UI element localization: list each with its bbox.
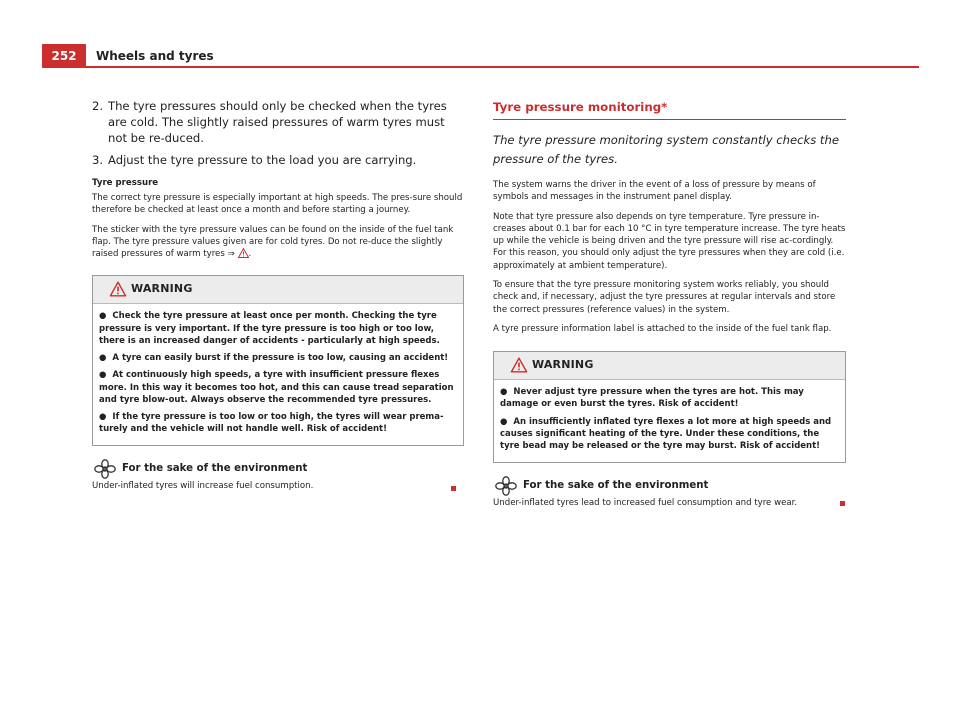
paragraph: The system warns the driver in the event of a loss of pressure by means of symbols and messages in the instrument panel display. bbox=[493, 180, 816, 203]
environment-title: For the sake of the environment bbox=[122, 463, 308, 475]
bullet: ● bbox=[99, 353, 107, 364]
page-number: 252 bbox=[42, 44, 86, 68]
environment-text: Under-inflated tyres will increase fuel consumption. bbox=[92, 481, 314, 492]
warning-triangle-icon bbox=[510, 357, 528, 373]
environment-text: Under-inflated tyres lead to increased fuel consumption and tyre wear. bbox=[493, 498, 798, 509]
step-item bbox=[92, 98, 464, 146]
section-lead: The tyre pressure monitoring system constantly checks the pressure of the tyres. bbox=[493, 133, 839, 166]
warning-item: ● An insufficiently inflated tyre flexes a lot more at high speeds and causes significant heating of the tyre. Under these conditions, the tyre bead may be released or the tyre may burst. Risk of accident! bbox=[500, 416, 832, 452]
warning-item: ● Check the tyre pressure at least once per month. Checking the tyre pressure is very important. If the tyre pressure is too high or too low, there is an increased danger of accidents - particularly at high speeds. bbox=[99, 311, 440, 346]
warning-item: ● If the tyre pressure is too low or too high, the tyres will wear prema-turely and the vehicle will not handle well. Risk of accident! bbox=[99, 411, 444, 435]
paragraph: Note that tyre pressure also depends on tyre temperature. Tyre pressure in-creases about 0.1 bar for each 10 °C in tyre temperature increase. The tyre heats up while the vehicle is being driven and the tyre pressure will rise ac-cordingly. For this reason, you should only adjust the tyre pressures when they are cold (i.e. approximately at ambient temperature). bbox=[493, 211, 846, 271]
chapter-title: Wheels and tyres bbox=[96, 49, 214, 63]
step-number: 3. bbox=[92, 153, 104, 167]
warning-header bbox=[494, 352, 845, 380]
warning-box bbox=[493, 351, 846, 463]
left-column bbox=[92, 98, 464, 492]
warning-triangle-icon bbox=[238, 248, 249, 258]
warning-label: WARNING bbox=[532, 358, 594, 372]
warning-header bbox=[93, 276, 463, 304]
subheading: Tyre pressure bbox=[92, 178, 159, 188]
right-column bbox=[493, 100, 846, 509]
end-of-section-marker bbox=[840, 501, 845, 506]
step-text: Adjust the tyre pressure to the load you are carrying. bbox=[108, 153, 417, 167]
warning-reference-link[interactable] bbox=[238, 248, 249, 262]
bullet: ● bbox=[99, 311, 107, 322]
reference-arrow: ⇒ bbox=[227, 249, 235, 260]
warning-triangle-icon bbox=[109, 281, 127, 297]
warning-item: ● At continuously high speeds, a tyre with insufficient pressure flexes more. In this way it becomes too hot, and this can cause tread separation and tyre blow-out. Always observe the recommended tyre pressures. bbox=[99, 370, 454, 405]
step-item bbox=[92, 152, 464, 168]
section-title: Tyre pressure monitoring* bbox=[493, 100, 846, 120]
step-text: The tyre pressures should only be checked when the tyres are cold. The slightly raised pressures of warm tyres must not be re-duced. bbox=[108, 99, 447, 145]
paragraph-text: The sticker with the tyre pressure values can be found on the inside of the fuel tank flap. The tyre pressure values given are for cold tyres. Do not re-duce the slightly raised pressures of warm tyres bbox=[92, 224, 454, 260]
paragraph bbox=[92, 224, 464, 263]
paragraph: The correct tyre pressure is especially important at high speeds. The pres-sure should therefore be checked at least once a month and before starting a journey. bbox=[92, 193, 463, 216]
step-number: 2. bbox=[92, 99, 104, 113]
warning-item: ● Never adjust tyre pressure when the tyres are hot. This may damage or even burst the tyres. Risk of accident! bbox=[500, 387, 804, 410]
flower-environment-icon bbox=[495, 476, 517, 496]
warning-label: WARNING bbox=[131, 282, 193, 296]
environment-title: For the sake of the environment bbox=[523, 480, 709, 492]
header-rule bbox=[42, 66, 919, 68]
paragraph: A tyre pressure information label is attached to the inside of the fuel tank flap. bbox=[493, 323, 832, 334]
environment-note bbox=[92, 459, 464, 492]
paragraph: To ensure that the tyre pressure monitoring system works reliably, you should check and, if necessary, adjust the tyre pressures at regular intervals and store the correct pressures (reference values) in the system. bbox=[493, 280, 836, 315]
ref-end: . bbox=[248, 249, 252, 260]
environment-note bbox=[493, 476, 846, 509]
flower-environment-icon bbox=[94, 459, 116, 479]
bullet: ● bbox=[99, 370, 107, 381]
bullet: ● bbox=[500, 387, 508, 398]
warning-item: ● A tyre can easily burst if the pressure is too low, causing an accident! bbox=[99, 353, 449, 364]
bullet: ● bbox=[500, 416, 508, 427]
warning-box bbox=[92, 275, 464, 446]
end-of-section-marker bbox=[451, 486, 456, 491]
bullet: ● bbox=[99, 411, 107, 422]
